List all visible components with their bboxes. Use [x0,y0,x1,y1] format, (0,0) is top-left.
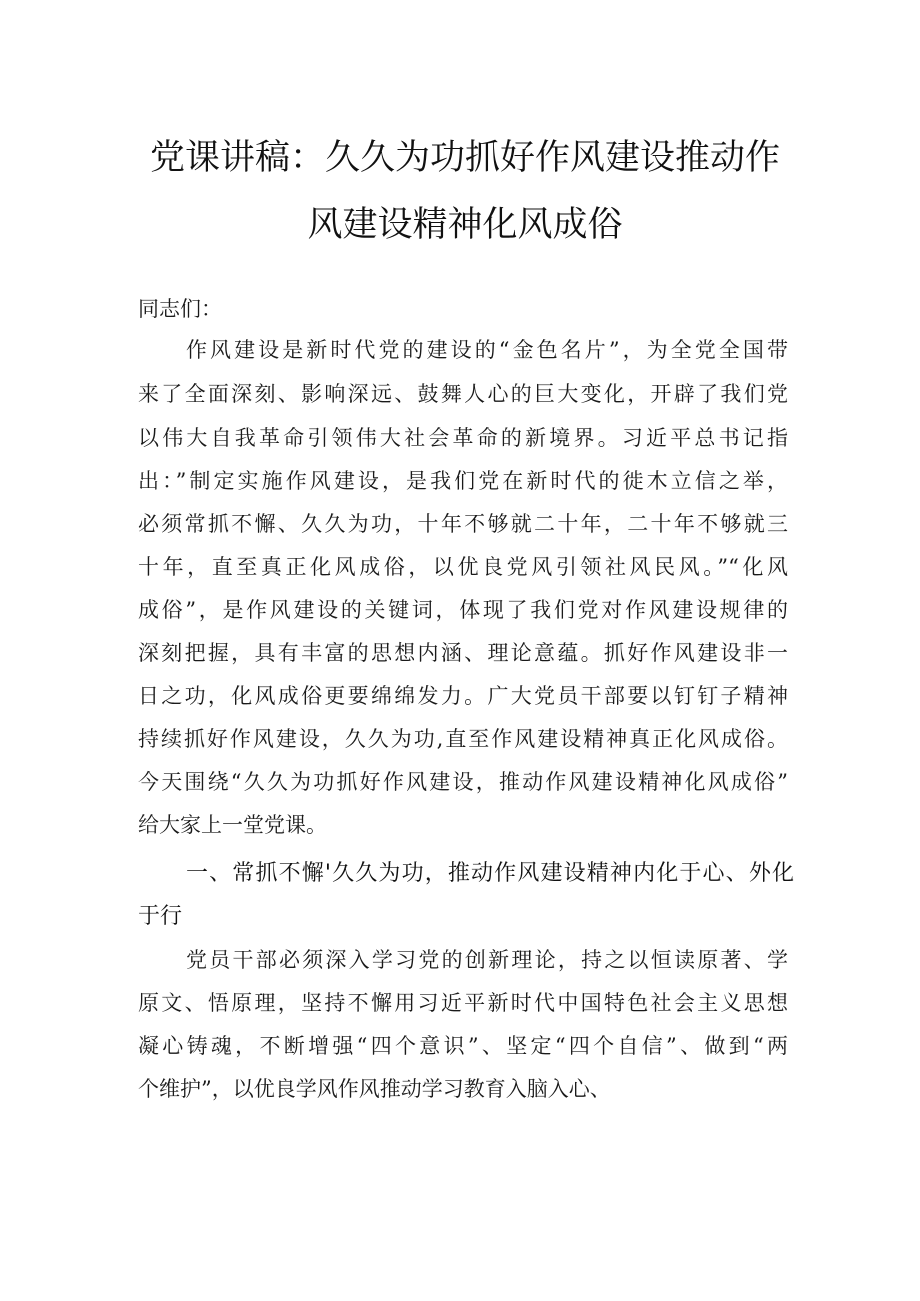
paragraph-1-line: 日之功，化风成俗更要绵绵发力。广大党员干部要以钉钉子精神 [138,684,788,708]
paragraph-2-line: 个维护”，以优良学风作风推动学习教育入脑入心、 [138,1077,611,1101]
paragraph-1-line: 作风建设是新时代党的建设的“金色名片”，为全党全国带 [186,338,788,362]
paragraph-2-line: 原文、悟原理，坚持不懈用习近平新时代中国特色社会主义思想 [138,991,788,1015]
salutation: 同志们： [138,297,222,321]
paragraph-2-line: 党员干部必须深入学习党的创新理论，持之以恒读原著、学 [186,948,788,972]
paragraph-1-line: 必须常抓不懈、久久为功，十年不够就二十年，二十年不够就三 [138,512,788,536]
paragraph-1-line: 给大家上一堂党课。 [138,813,327,837]
paragraph-1-line: 今天围绕“久久为功抓好作风建设，推动作风建设精神化风成俗” [138,770,788,794]
paragraph-1-line: 深刻把握，具有丰富的思想内涵、理论意蕴。抓好作风建设非一 [138,641,788,665]
paragraph-1-line: 以伟大自我革命引领伟大社会革命的新境界。习近平总书记指 [138,426,788,450]
paragraph-2-line: 凝心铸魂，不断增强“四个意识”、坚定“四个自信”、做到“两 [138,1034,788,1058]
document-title-line-1: 党课讲稿：久久为功抓好作风建设推动作 [149,138,780,178]
paragraph-1-line: 持续抓好作风建设，久久为功,直至作风建设精神真正化风成俗。 [138,727,788,751]
paragraph-1-line: 来了全面深刻、影响深远、鼓舞人心的巨大变化，开辟了我们党 [138,382,788,406]
section-heading-line: 于行 [138,904,183,929]
document-title-line-2: 风建设精神化风成俗 [307,205,623,245]
paragraph-1-line: 成俗”，是作风建设的关键词，体现了我们党对作风建设规律的 [138,598,788,622]
section-heading-line: 一、常抓不懈'久久为功，推动作风建设精神内化于心、外化 [186,861,794,886]
paragraph-1-line: 十年，直至真正化风成俗，以优良党风引领社风民风。”“化风 [138,555,788,579]
paragraph-1-line: 出：”制定实施作风建设，是我们党在新时代的徙木立信之举， [138,469,788,493]
